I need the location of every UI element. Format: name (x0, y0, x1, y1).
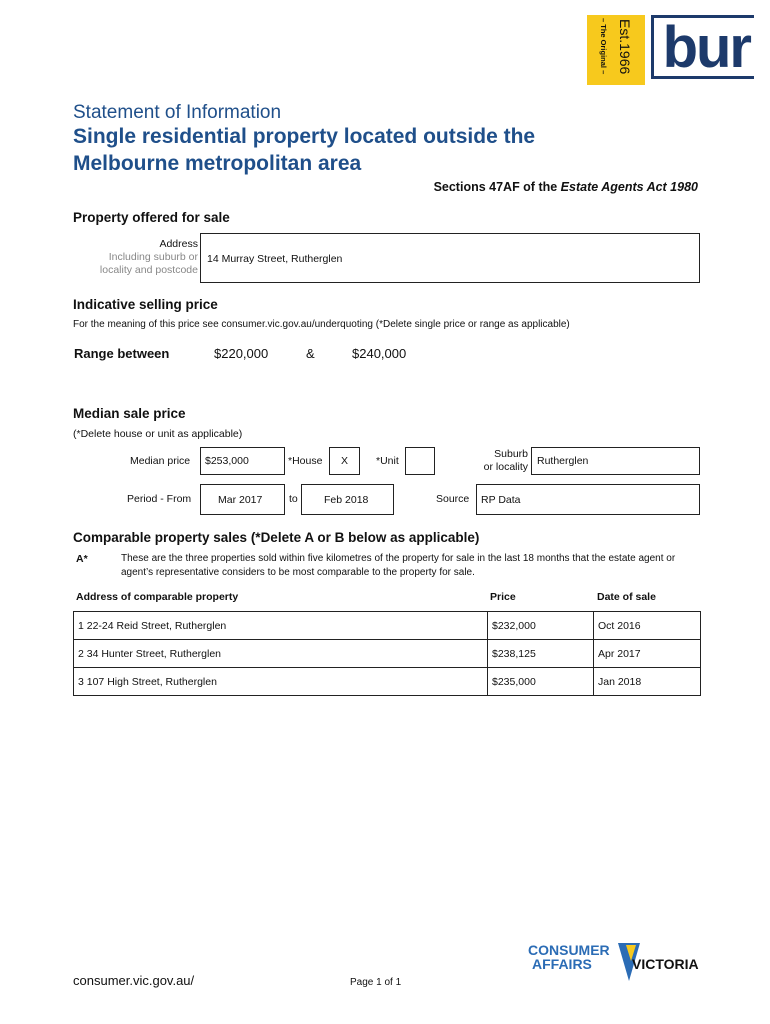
suburb-label-2: or locality (483, 461, 528, 473)
page-subtitle (73, 123, 673, 177)
page-title: Statement of Information (73, 102, 282, 123)
page-number: Page 1 of 1 (350, 977, 402, 988)
address-cell[interactable]: 2 34 Hunter Street, Rutherglen (74, 640, 488, 668)
table-row (74, 668, 701, 696)
suburb-locality-label (455, 448, 528, 474)
sections-prefix: Sections 47AF of the (433, 180, 561, 194)
suburb-value: Rutherglen (537, 455, 589, 467)
date-cell[interactable]: Apr 2017 (594, 640, 701, 668)
address-field[interactable] (200, 233, 700, 283)
median-heading: Median sale price (73, 406, 186, 421)
unit-checkbox[interactable] (405, 447, 435, 475)
period-from-value: Mar 2017 (218, 494, 263, 506)
source-label: Source (436, 493, 470, 505)
period-to-value: Feb 2018 (324, 494, 369, 506)
price-cell[interactable]: $232,000 (488, 612, 594, 640)
period-to-field[interactable] (301, 484, 394, 515)
median-price-label: Median price (130, 455, 191, 467)
address-cell[interactable]: 1 22-24 Reid Street, Rutherglen (74, 612, 488, 640)
range-label: Range between (74, 346, 170, 361)
comparable-description: These are the three properties sold within five kilometres of the property for sale in the last 18 months that the estate agent or agent’s representative considers to be most comparable to the property for sale. (121, 553, 676, 578)
source-value: RP Data (481, 494, 521, 506)
act-name: Estate Agents Act 1980 (560, 180, 698, 194)
median-price-value: $253,000 (205, 455, 249, 467)
table-row (74, 612, 701, 640)
unit-label: *Unit (376, 455, 399, 467)
cav-consumer-text: CONSUMER (528, 942, 610, 958)
price-cell[interactable]: $235,000 (488, 668, 594, 696)
option-a-marker: A* (76, 553, 88, 565)
median-price-field[interactable] (200, 447, 285, 475)
address-value: 14 Murray Street, Rutherglen (207, 253, 343, 265)
date-cell[interactable]: Oct 2016 (594, 612, 701, 640)
comparable-table (73, 611, 701, 696)
period-from-field[interactable] (200, 484, 285, 515)
col-date-header: Date of sale (597, 591, 656, 603)
comparable-heading: Comparable property sales (*Delete A or B below as applicable) (73, 530, 480, 545)
logo-established: Est.1966 (617, 19, 633, 75)
table-row (74, 640, 701, 668)
subtitle-line-2: Melbourne metropolitan area (73, 152, 362, 175)
suburb-field[interactable] (531, 447, 700, 475)
date-cell[interactable]: Jan 2018 (594, 668, 701, 696)
col-address-header: Address of comparable property (76, 591, 239, 603)
house-checkbox[interactable] (329, 447, 360, 475)
range-ampersand: & (306, 346, 315, 361)
source-field[interactable] (476, 484, 700, 515)
address-labels (70, 238, 198, 277)
price-low[interactable]: $220,000 (214, 346, 269, 361)
house-label: *House (288, 455, 323, 467)
logo-tagline: – The Original – (599, 18, 608, 75)
address-cell[interactable]: 3 107 High Street, Rutherglen (74, 668, 488, 696)
brand-logo (651, 15, 754, 79)
median-note: (*Delete house or unit as applicable) (73, 428, 243, 440)
period-to-label: to (289, 493, 298, 505)
consumer-affairs-victoria-logo (528, 941, 708, 989)
indicative-note: For the meaning of this price see consumer.vic.gov.au/underquoting (*Delete single price or range as applicable) (73, 319, 570, 330)
property-heading: Property offered for sale (73, 210, 230, 225)
period-from-label: Period - From (127, 493, 192, 505)
cav-victoria-text: VICTORIA (632, 956, 699, 972)
postcode-label: locality and postcode (99, 264, 198, 276)
suburb-label-1: Suburb (494, 448, 528, 460)
address-label: Address (159, 238, 198, 250)
footer-website-link[interactable]: consumer.vic.gov.au/ (73, 973, 195, 988)
house-mark: X (341, 455, 349, 467)
price-high[interactable]: $240,000 (352, 346, 407, 361)
legislation-reference (434, 180, 698, 194)
subtitle-line-1: Single residential property located outside the (73, 125, 536, 148)
brand-logo-tag (587, 15, 645, 85)
indicative-heading: Indicative selling price (73, 297, 218, 312)
col-price-header: Price (490, 591, 516, 603)
price-cell[interactable]: $238,125 (488, 640, 594, 668)
logo-wordmark: bur (662, 15, 750, 80)
cav-affairs-text: AFFAIRS (532, 956, 592, 972)
suburb-label: Including suburb or (108, 251, 198, 263)
